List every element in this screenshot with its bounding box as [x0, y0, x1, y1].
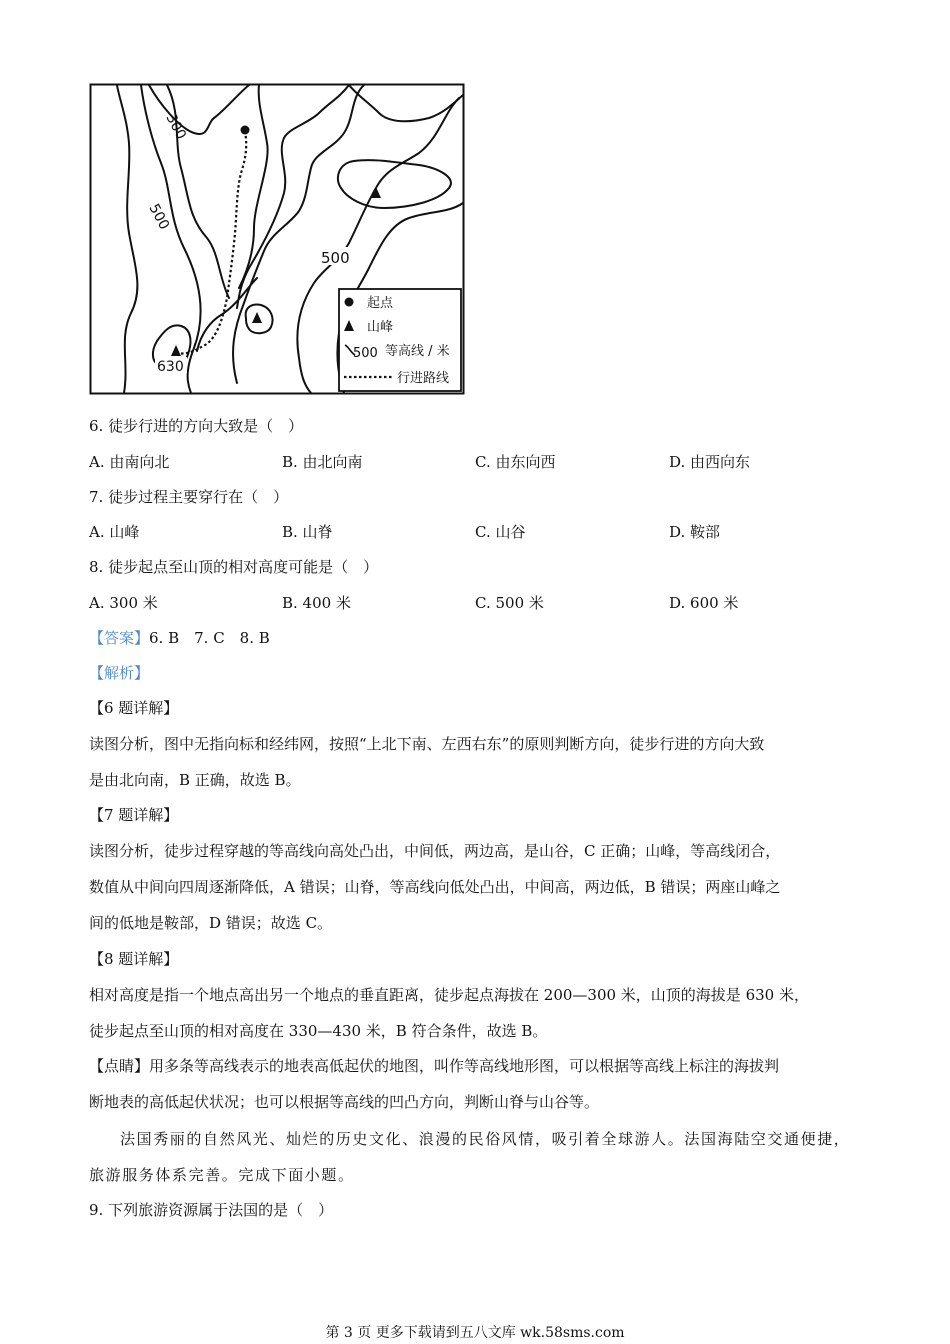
page-footer: 第 3 页 更多下载请到五八文库 wk.58sms.com — [325, 1325, 625, 1341]
q6-option-c: C. 由东向西 — [475, 453, 556, 471]
detail-7-text: 间的低地是鞍部，D 错误；故选 C。 — [89, 914, 333, 932]
detail-7-heading: 【7 题详解】 — [89, 806, 179, 824]
passage-text: 旅游服务体系完善。完成下面小题。 — [89, 1166, 355, 1184]
detail-6-text: 是由北向南，B 正确，故选 B。 — [89, 771, 301, 789]
tip-text: 用多条等高线表示的地表高低起伏的地图，叫作等高线地形图，可以根据等高线上标注的海拔判 — [149, 1057, 780, 1075]
tip-text: 断地表的高低起伏状况；也可以根据等高线的凹凸方向，判断山脊与山谷等。 — [89, 1093, 600, 1111]
tip-line — [89, 1055, 779, 1076]
legend-peak: 山峰 — [367, 320, 394, 335]
q8-option-a: A. 300 米 — [89, 594, 158, 612]
q6-option-b: B. 由北向南 — [282, 453, 363, 471]
contour-label: 300 — [162, 111, 190, 143]
detail-8-text: 相对高度是指一个地点高出另一个地点的垂直距离，徒步起点海拔在 200—300 米，山顶的海拔是 630 米， — [89, 986, 809, 1004]
legend-start: 起点 — [367, 296, 394, 311]
q6-option-d: D. 由西向东 — [669, 453, 751, 471]
answer-line — [89, 627, 270, 648]
contour-label: 630 — [157, 359, 184, 375]
detail-6-heading: 【6 题详解】 — [89, 699, 179, 717]
detail-7-text: 读图分析，徒步过程穿越的等高线向高处凸出，中间低，两边高，是山谷，C 正确；山峰，等高线闭合， — [89, 842, 781, 860]
q6-option-a: A. 由南向北 — [89, 453, 170, 471]
answer-tag: 【答案】 — [89, 629, 150, 647]
detail-7-text: 数值从中间向四周逐渐降低，A 错误；山脊，等高线向低处凸出，中间高，两边低，B 错误；两座山峰之 — [89, 878, 781, 896]
q7-option-b: B. 山脊 — [282, 523, 333, 541]
tip-tag: 【点睛】 — [89, 1057, 150, 1075]
detail-8-text: 徒步起点至山顶的相对高度在 330—430 米，B 符合条件，故选 B。 — [89, 1022, 548, 1040]
q8-option-c: C. 500 米 — [475, 594, 544, 612]
legend-contour: 等高线 / 米 — [385, 344, 450, 359]
contour-map — [89, 83, 465, 395]
start-point — [241, 126, 250, 135]
question-7: 7. 徒步过程主要穿行在（ ） — [89, 488, 289, 506]
question-8: 8. 徒步起点至山顶的相对高度可能是（ ） — [89, 558, 379, 576]
passage-text: 法国秀丽的自然风光、灿烂的历史文化、浪漫的民俗风情，吸引着全球游人。法国海陆空交通便捷， — [120, 1130, 851, 1148]
question-6: 6. 徒步行进的方向大致是（ ） — [89, 417, 304, 435]
legend-route: 行进路线 — [397, 371, 450, 386]
q7-option-a: A. 山峰 — [89, 523, 140, 541]
question-9: 9. 下列旅游资源属于法国的是（ ） — [89, 1201, 334, 1219]
contour-label: 500 — [321, 249, 350, 267]
q8-option-d: D. 600 米 — [669, 594, 739, 612]
q8-option-b: B. 400 米 — [282, 594, 351, 612]
detail-6-text: 读图分析，图中无指向标和经纬网，按照“上北下南、左西右东”的原则判断方向，徒步行进的方向大致 — [89, 735, 765, 753]
legend-contour-number: 500 — [353, 346, 378, 361]
analysis-tag: 【解析】 — [89, 664, 150, 682]
answer-text: 6. B 7. C 8. B — [149, 629, 270, 647]
contour-label: 500 — [145, 201, 173, 233]
detail-8-heading: 【8 题详解】 — [89, 950, 179, 968]
q7-option-c: C. 山谷 — [475, 523, 526, 541]
q7-option-d: D. 鞍部 — [669, 523, 721, 541]
